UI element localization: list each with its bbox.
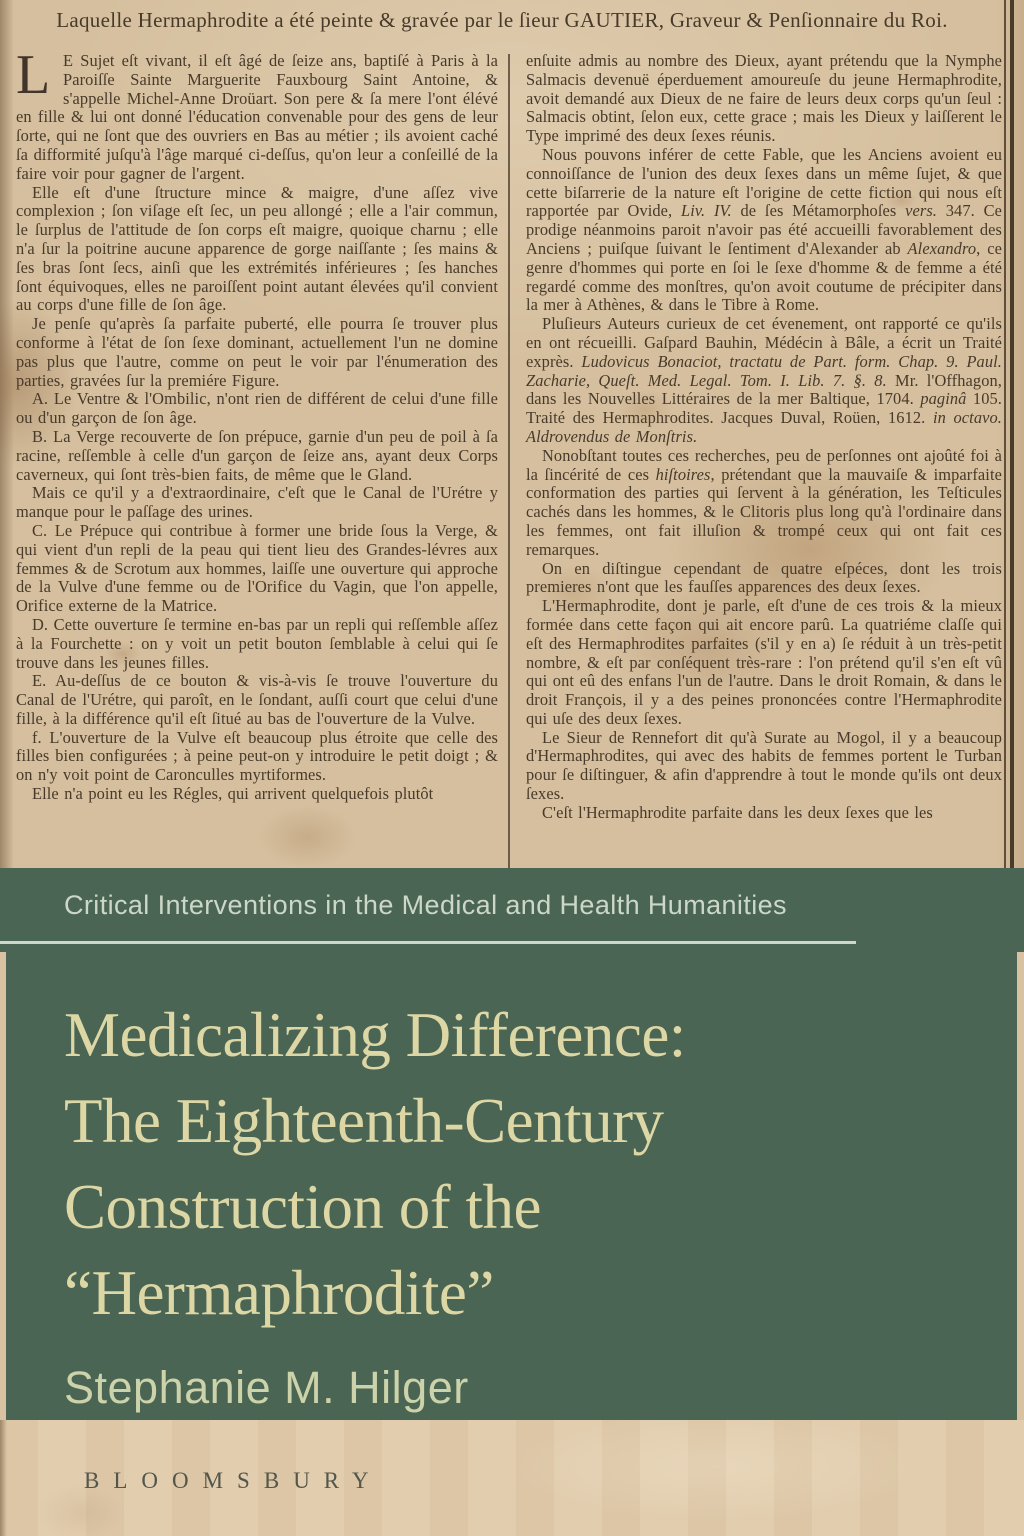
drop-cap: L [16, 44, 51, 106]
paragraph: Nous pouvons inférer de cette Fable, que les Anciens avoient eu connoiſſance de l'union des deux ſexes dans un même ſujet, & que cette biſarrerie de la nature eſt l'origine de cette fiction qui nous eſt rapportée par Ovide, Liv. IV. de ſes Métamorphoſes vers. 347. Ce prodige néanmoins paroit n'avoir pas été accueilli favorablement des Anciens ; puiſque ſuivant le ſentiment d'Alexander ab Alexandro, ce genre d'hommes qui porte en ſoi le ſexe d'homme & de femme a été regardé comme des monſtres, qu'on avoit coutume de précipiter dans la mer à Athènes, & dans le Tibre à Rome. [526, 144, 1002, 315]
paragraph: enſuite admis au nombre des Dieux, ayant prétendu que la Nymphe Salmacis devenuë éperduement amoureuſe du jeune Hermaphrodite, avoit demandé aux Dieux de ne faire de leurs deux corps qu'un ſeul : Salmacis obtint, ſelon eux, cette grace ; mais les Dieux y laiſſerent le Type imprimé des deux ſexes réunis. [526, 51, 1002, 146]
document-right-column [526, 52, 1002, 823]
paragraph: Nonobſtant toutes ces recherches, peu de perſonnes ont ajoûté foi à la ſincérité de ces hiſtoires, prétendant que la mauvaiſe & imparfaite conformation des parties qui ſervent à la génération, les Teſticules cachés dans les hommes, & le Clitoris plus long qu'à l'ordinaire dans les femmes, ont fait illuſion & trompé ceux qui ont fait ces remarques. [526, 445, 1002, 559]
paragraph: Pluſieurs Auteurs curieux de cet évenement, ont rapporté ce qu'ils en ont récueilli. Gaſpard Bauhin, Médécin à Bâle, a écrit un Traité exprès. Ludovicus Bonaciot, tractatu de Part. form. Chap. 9. Paul. Zacharie, Queſt. Med. Legal. Tom. I. Lib. 7. §. 8. Mr. l'Offhagon, dans les Nouvelles Littéraires de la mer Baltique, 1704. paginâ 105. Traité des Hermaphrodites. Jacques Duval, Roüen, 1612. in octavo. Aldrovendus de Monſtris. [526, 314, 1002, 446]
right-border-rule-outer [1010, 0, 1014, 872]
book-title-line-4: “Hermaphrodite” [64, 1258, 494, 1328]
book-title-line-3: Construction of the [64, 1172, 541, 1242]
paragraph: On en diſtingue cependant de quatre eſpéces, dont les trois premieres n'ont que les fauſſes apparences des deux ſexes. [526, 558, 1002, 597]
book-title [6, 952, 1017, 1336]
series-title: Critical Interventions in the Medical and Health Humanities [64, 890, 787, 920]
paragraph: f. L'ouverture de la Vulve eſt beaucoup plus étroite que celle des filles bien configurées ; à peine peut-on y introduire le petit doigt ; & on n'y voit point de Caronculles myrtiformes. [16, 727, 498, 785]
paragraph: D. Cette ouverture ſe termine en-bas par un repli qui reſſemble aſſez à la Fourchette : on y voit un petit bouton ſemblable à celui qui ſe trouve dans les jeunes filles. [16, 614, 498, 672]
paragraph: C. Le Prépuce qui contribue à former une bride ſous la Verge, & qui vient d'un repli de la peau qui tient lieu des Grandes-lévres aux femmes & de Scrotum aux hommes, laiſſe une ouverture qui approche de la Vulve d'une femme ou de l'Orifice du Vagin, que l'on appelle, Orifice externe de la Matrice. [16, 520, 498, 616]
paragraph: E Sujet eſt vivant, il eſt âgé de ſeize ans, baptiſé à Paris à la Paroiſſe Sainte Marguerite Fauxbourg Saint Antoine, & s'appelle Michel-Anne Droüart. Son pere & ſa mere l'ont élévé en fille & lui ont donné l'éducation convenable pour des gens de leur ſorte, qui ne ſont que des ouvriers en Bas au métier ; ils avoient caché ſa difformité juſqu'à l'âge marqué ci-deſſus, qu'on leur a conſeillé de la faire voir pour gagner de l'argent. [16, 51, 498, 183]
paragraph: Elle eſt d'une ſtructure mince & maigre, d'une aſſez vive complexion ; ſon viſage eſt ſec, un peu allongé ; elle a l'air commun, le ſurplus de l'attitude de ſon corps eſt maigre, quoique charnu ; elle n'a ſur la poitrine aucune apparence de gorge naiſſante ; ſes mains & ſes bras ſont ſecs, ainſi que les extrémités inférieures ; ſes hanches ſont équivoques, elles ne paroiſſent point autant élevées qu'il convient au corps d'une fille de ſon âge. [16, 182, 498, 315]
publisher-footer [0, 1420, 1024, 1536]
document-left-column [16, 44, 498, 804]
column-divider-rule [508, 54, 510, 872]
document-header: Laquelle Hermaphrodite a été peinte & gravée par le ſieur GAUTIER, Graveur & Penſionnaire du Roi. [56, 8, 948, 32]
paragraph: C'eſt l'Hermaphrodite parfaite dans les deux ſexes que les [542, 802, 933, 822]
book-title-line-2: The Eighteenth-Century [64, 1086, 664, 1156]
left-column-paragraphs [16, 44, 498, 804]
series-rule [0, 941, 856, 944]
paragraph: L'Hermaphrodite, dont je parle, eſt d'une de ces trois & la mieux formée dans cette façon qui ait encore parû. La quatriéme claſſe qui eſt des Hermaphrodites parfaites (s'il y en a) ſe réduit à un très-petit nombre, & eſt par conſéquent très-rare : l'on prétend qu'il s'en eſt vû qui ont eû des enfans l'un de l'autre. Dans le droit Romain, & dans le droit François, il y a des peines prononcées contre l'Hermaphrodite qui uſe des deux ſexes. [526, 596, 1002, 728]
paragraph: E. Au-deſſus de ce bouton & vis-à-vis ſe trouve l'ouverture du Canal de l'Urétre, qui paroît, en le ſondant, auſſi court que celui d'une fille, à la différence qu'il eſt ſitué au bas de l'ouverture de la Vulve. [16, 671, 498, 728]
right-border-rule-inner [1004, 0, 1006, 872]
publisher-logo: BLOOMSBURY [84, 1468, 383, 1493]
book-author: Stephanie M. Hilger [64, 1362, 469, 1413]
paragraph: Le Sieur de Rennefort dit qu'à Surate au Mogol, il y a beaucoup d'Hermaphrodites, qui avec des habits de femmes portent le Turban pour ſe diſtinguer, & afin d'apprendre à tout le monde qu'ils ont deux ſexes. [526, 727, 1002, 804]
paragraph: A. Le Ventre & l'Ombilic, n'ont rien de différent de celui d'une fille ou d'un garçon de ſon âge. [16, 389, 498, 428]
book-title-line-1: Medicalizing Difference: [64, 1000, 686, 1070]
paragraph: Mais ce qu'il y a d'extraordinaire, c'eſt que le Canal de l'Urétre y manque pour le paſſage des urines. [16, 483, 498, 522]
series-banner [0, 868, 1024, 952]
right-column-paragraphs [526, 52, 1002, 823]
paragraph: Elle n'a point eu les Régles, qui arrivent quelquefois plutôt [32, 784, 434, 804]
paragraph: Je penſe qu'après ſa parfaite puberté, elle pourra ſe trouver plus conforme à l'état de ſon ſexe dominant, actuellement l'un ne domine pas plus que l'autre, comme on peut le voir par l'énumeration des parties, gravées ſur la premiére Figure. [16, 314, 498, 390]
paragraph: B. La Verge recouverte de ſon prépuce, garnie d'un peu de poil à ſa racine, reſſemble à celle d'un garçon de ſeize ans, ayant deux Corps caverneux, qui ſont très-bien faits, de même que le Gland. [16, 426, 498, 484]
title-block [6, 952, 1017, 1420]
